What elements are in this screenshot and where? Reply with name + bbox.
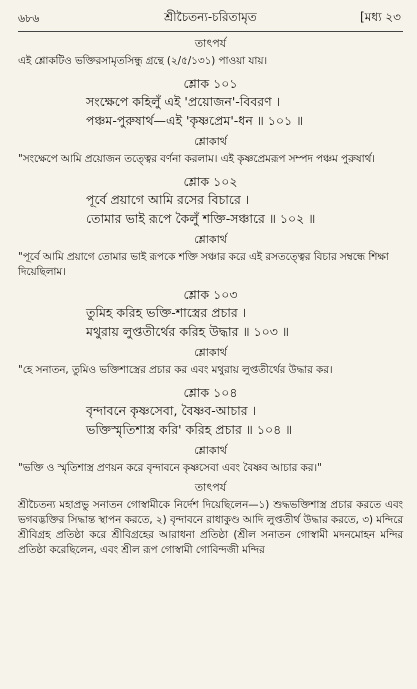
header-rule [18,31,403,32]
sloka-heading: শ্লোক ১০১ [183,76,238,91]
page-header [18,8,403,28]
section-heading-translation: শ্লোকার্থ [194,444,227,457]
section-heading-translation: শ্লোকার্থ [194,233,227,246]
sloka-heading: শ্লোক ১০৩ [183,287,238,302]
translation-paragraph: "ভক্তি ও স্মৃতিশাস্ত্র প্রণয়ন করে বৃন্দাবনে কৃষ্ণসেবা এবং বৈষ্ণব আচার কর।" [18,462,322,474]
purport-paragraph: শ্রীচৈতন্য মহাপ্রভু সনাতন গোস্বামীকে নির্দেশ দিয়েছিলেন—১) শুদ্ধভক্তিশাস্ত্র প্রচার করতে এবং ভগবদ্ভক্তির সিদ্ধান্ত স্থাপন করতে, ২) বৃন্দাবনে রাধাকুণ্ড আদি লুপ্ততীর্থ উদ্ধার করতে, ৩) মন্দিরে শ্রীবিগ্রহ প্রতিষ্ঠা করে শ্রীবিগ্রহের আরাধনা প্রতিষ্ঠা (শ্রীল সনাতন গোস্বামী মদনমোহন মন্দির প্রতিষ্ঠা করেছিলেন, এবং শ্রীল রূপ গোস্বামী গোবিন্দজী মন্দির [18,499,403,556]
verse-line: তুমিহ করিহ ভক্তি-শাস্ত্রের প্রচার । [86,305,247,320]
section-heading-translation: শ্লোকার্থ [194,346,227,359]
verse-line: পূর্বে প্রয়াগে আমি রসের বিচারে । [86,192,250,207]
verse-line: বৃন্দাবনে কৃষ্ণসেবা, বৈষ্ণব-আচার । [86,403,257,418]
sloka-heading: শ্লোক ১০২ [183,174,238,189]
page-number: ৬৮৬ [18,12,40,25]
section-heading-purport: তাৎপর্য [194,481,227,494]
sloka-heading: শ্লোক ১০৪ [183,385,238,400]
page-body [18,36,403,558]
section-heading-translation: শ্লোকার্থ [194,135,227,148]
verse-line: পঞ্চম-পুরুষার্থ—এই 'কৃষ্ণপ্রেম'-ধন ॥ ১০১ ॥ [86,113,304,128]
translation-paragraph: "হে সনাতন, তুমিও ভক্তিশাস্ত্রের প্রচার কর এবং মথুরায় লুপ্ততীর্থের উদ্ধার কর। [18,364,333,376]
translation-paragraph: "পূর্বে আমি প্রয়াগে তোমার ভাই রূপকে শক্তি সঞ্চার করে এই রসতত্ত্বের বিচার সম্বন্ধে শিক্ষা দিয়েছিলাম। [18,251,389,278]
chapter-reference: [মধ্য ২৩ [360,10,401,24]
purport-paragraph: এই শ্লোকটিও ভক্তিরসামৃতসিন্ধু গ্রন্থে (২/৫/১৩১) পাওয়া যায়। [18,55,268,67]
verse-line: তোমার ভাই রূপে কৈলুঁ শক্তি-সঞ্চারে ॥ ১০২ ॥ [86,211,316,226]
verse-line: ভক্তিস্মৃতিশাস্ত্র করি' করিহ প্রচার ॥ ১০৪ ॥ [86,422,293,437]
verse-line: মথুরায় লুপ্ততীর্থের করিহ উদ্ধার ॥ ১০৩ ॥ [86,324,289,339]
section-heading-purport: তাৎপর্য [194,37,227,50]
translation-paragraph: "সংক্ষেপে আমি প্রয়োজন তত্ত্বের বর্ণনা করলাম। এই কৃষ্ণপ্রেমরূপ সম্পদ পঞ্চম পুরুষার্থ। [18,153,375,165]
verse-line: সংক্ষেপে কহিলুঁ এই 'প্রয়োজন'-বিবরণ । [86,94,281,109]
book-title: শ্রীচৈতন্য-চরিতামৃত [164,10,257,24]
